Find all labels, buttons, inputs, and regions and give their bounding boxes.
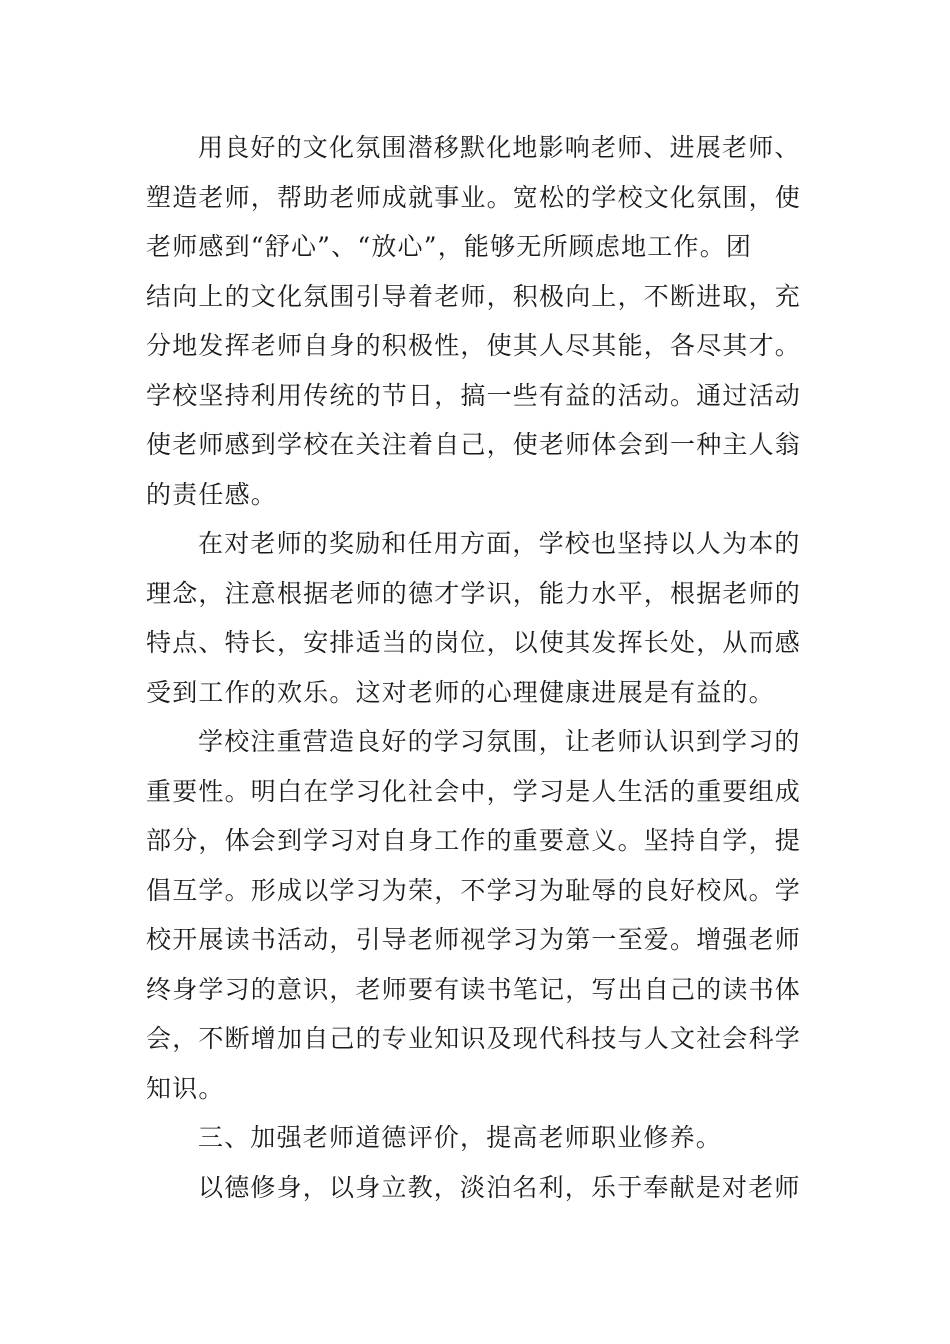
section-heading-three [146,1113,818,1163]
document-body [146,123,818,1212]
text-line: 特点、特长，安排适当的岗位，以使其发挥长处，从而感 [146,628,802,657]
paragraph-learning-atmosphere [146,717,818,1113]
text-line: 倡互学。形成以学习为荣，不学习为耻辱的良好校风。学 [146,875,802,905]
text-line: 的责任感。 [146,479,278,509]
text-line: 以德修身，以身立教，淡泊名利，乐于奉献是对老师 [198,1172,801,1202]
text-line: 用良好的文化氛围潜移默化地影响老师、进展老师、 [198,133,801,162]
text-line: 校开展读书活动，引导老师视学习为第一至爱。增强老师 [146,925,802,954]
text-line: 使老师感到学校在关注着自己，使老师体会到一种主人翁 [146,430,802,459]
paragraph-moral-cultivation [146,1163,818,1213]
text-line: 分地发挥老师自身的积极性，使其人尽其能，各尽其才。 [146,331,802,360]
text-line: 理念，注意根据老师的德才学识，能力水平，根据老师的 [146,578,802,608]
text-line: 终身学习的意识，老师要有读书笔记，写出自己的读书体 [146,974,802,1004]
text-line: 部分，体会到学习对自身工作的重要意义。坚持自学，提 [146,826,802,855]
paragraph-culture-atmosphere [146,123,818,519]
text-line: 会，不断增加自己的专业知识及现代科技与人文社会科学 [146,1024,802,1053]
text-line: 老师感到“舒心”、“放心”，能够无所顾虑地工作。团 [146,232,753,261]
text-line: 知识。 [146,1073,225,1103]
section-heading: 三、加强老师道德评价，提高老师职业修养。 [198,1123,723,1152]
text-line: 重要性。明白在学习化社会中，学习是人生活的重要组成 [146,776,802,806]
text-line: 受到工作的欢乐。这对老师的心理健康进展是有益的。 [146,677,775,707]
paragraph-reward-appointment [146,519,818,717]
text-line: 在对老师的奖励和任用方面，学校也坚持以人为本的 [198,529,801,558]
text-line: 塑造老师，帮助老师成就事业。宽松的学校文化氛围，使 [146,182,802,212]
text-line: 学校坚持利用传统的节日，搞一些有益的活动。通过活动 [146,380,802,410]
text-line: 学校注重营造良好的学习氛围，让老师认识到学习的 [198,727,801,756]
text-line: 结向上的文化氛围引导着老师，积极向上，不断进取，充 [146,281,802,311]
